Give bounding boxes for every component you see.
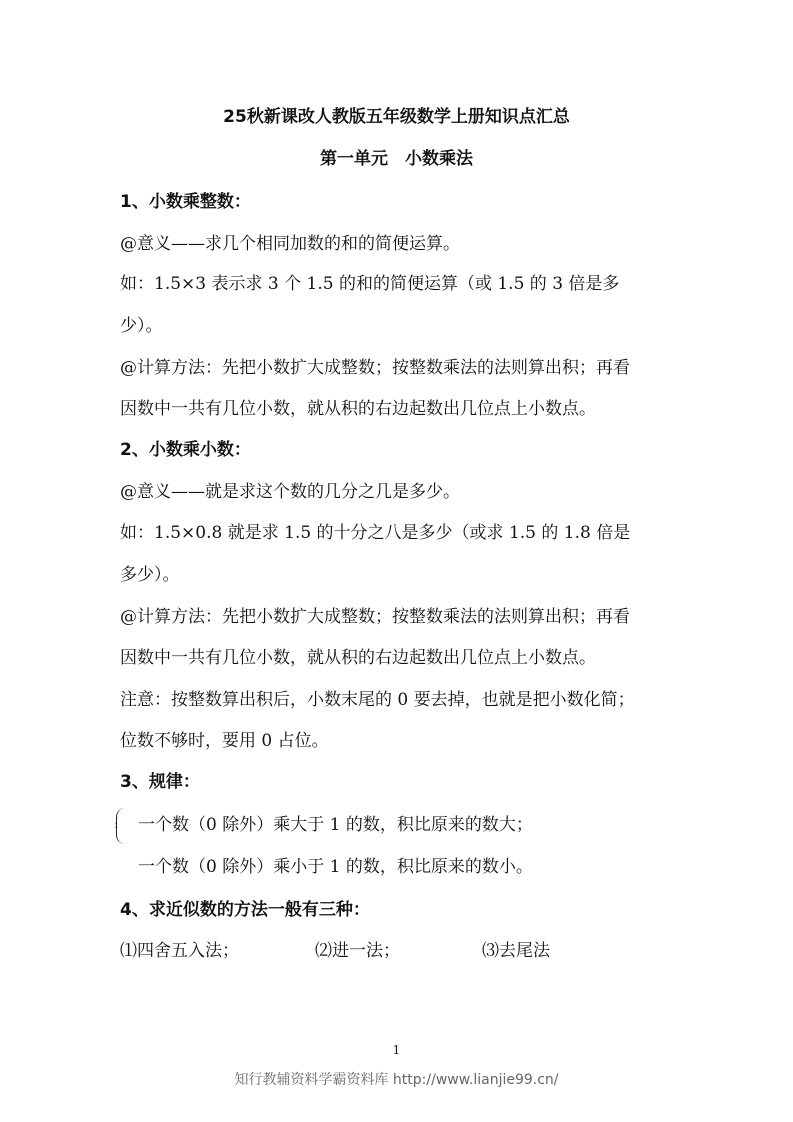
section-4-method-2: ⑵进一法； [315, 941, 400, 961]
section-2-meaning: @意义——就是求这个数的几分之几是多少。 [120, 482, 460, 502]
left-brace [116, 808, 125, 844]
section-1-example-line-1: 如：1.5×3 表示求 3 个 1.5 的和的简便运算（或 1.5 的 3 倍是多 [120, 274, 620, 294]
section-3-rule-2: 一个数（0 除外）乘小于 1 的数，积比原来的数小。 [138, 857, 533, 877]
section-2-note-line-1: 注意：按整数算出积后，小数末尾的 0 要去掉，也就是把小数化简； [120, 690, 635, 710]
section-2-example-line-1: 如：1.5×0.8 就是求 1.5 的十分之八是多少（或求 1.5 的 1.8 倍是 [120, 523, 631, 543]
section-4-method-3: ⑶去尾法 [482, 941, 550, 961]
section-1-example-line-2: 少）。 [120, 316, 163, 336]
section-2-heading: 2、小数乘小数： [120, 440, 251, 460]
section-4-method-1: ⑴四舍五入法； [120, 941, 239, 961]
section-3-heading: 3、规律： [120, 772, 200, 792]
section-1-heading: 1、小数乘整数： [120, 192, 251, 212]
document-title: 25秋新课改人教版五年级数学上册知识点汇总 [223, 107, 570, 127]
footer-watermark: 知行教辅资料学霸资料库 http://www.lianjie99.cn/ [234, 1072, 559, 1088]
section-2-method-line-2: 因数中一共有几位小数，就从积的右边起数出几位点上小数点。 [120, 648, 596, 668]
section-2-example-line-2: 多少）。 [120, 565, 180, 585]
section-1-meaning: @意义——求几个相同加数的和的简便运算。 [120, 234, 460, 254]
section-2-method-line-1: @计算方法：先把小数扩大成整数；按整数乘法的法则算出积；再看 [120, 607, 630, 627]
section-2-note-line-2: 位数不够时，要用 0 占位。 [120, 731, 329, 751]
section-1-method-line-1: @计算方法：先把小数扩大成整数；按整数乘法的法则算出积；再看 [120, 358, 630, 378]
section-1-method-line-2: 因数中一共有几位小数，就从积的右边起数出几位点上小数点。 [120, 399, 596, 419]
section-3-rule-1: 一个数（0 除外）乘大于 1 的数，积比原来的数大； [138, 815, 533, 835]
page-number: 1 [392, 1043, 401, 1057]
section-4-heading: 4、求近似数的方法一般有三种： [120, 900, 370, 920]
unit-title: 第一单元 小数乘法 [320, 149, 473, 169]
